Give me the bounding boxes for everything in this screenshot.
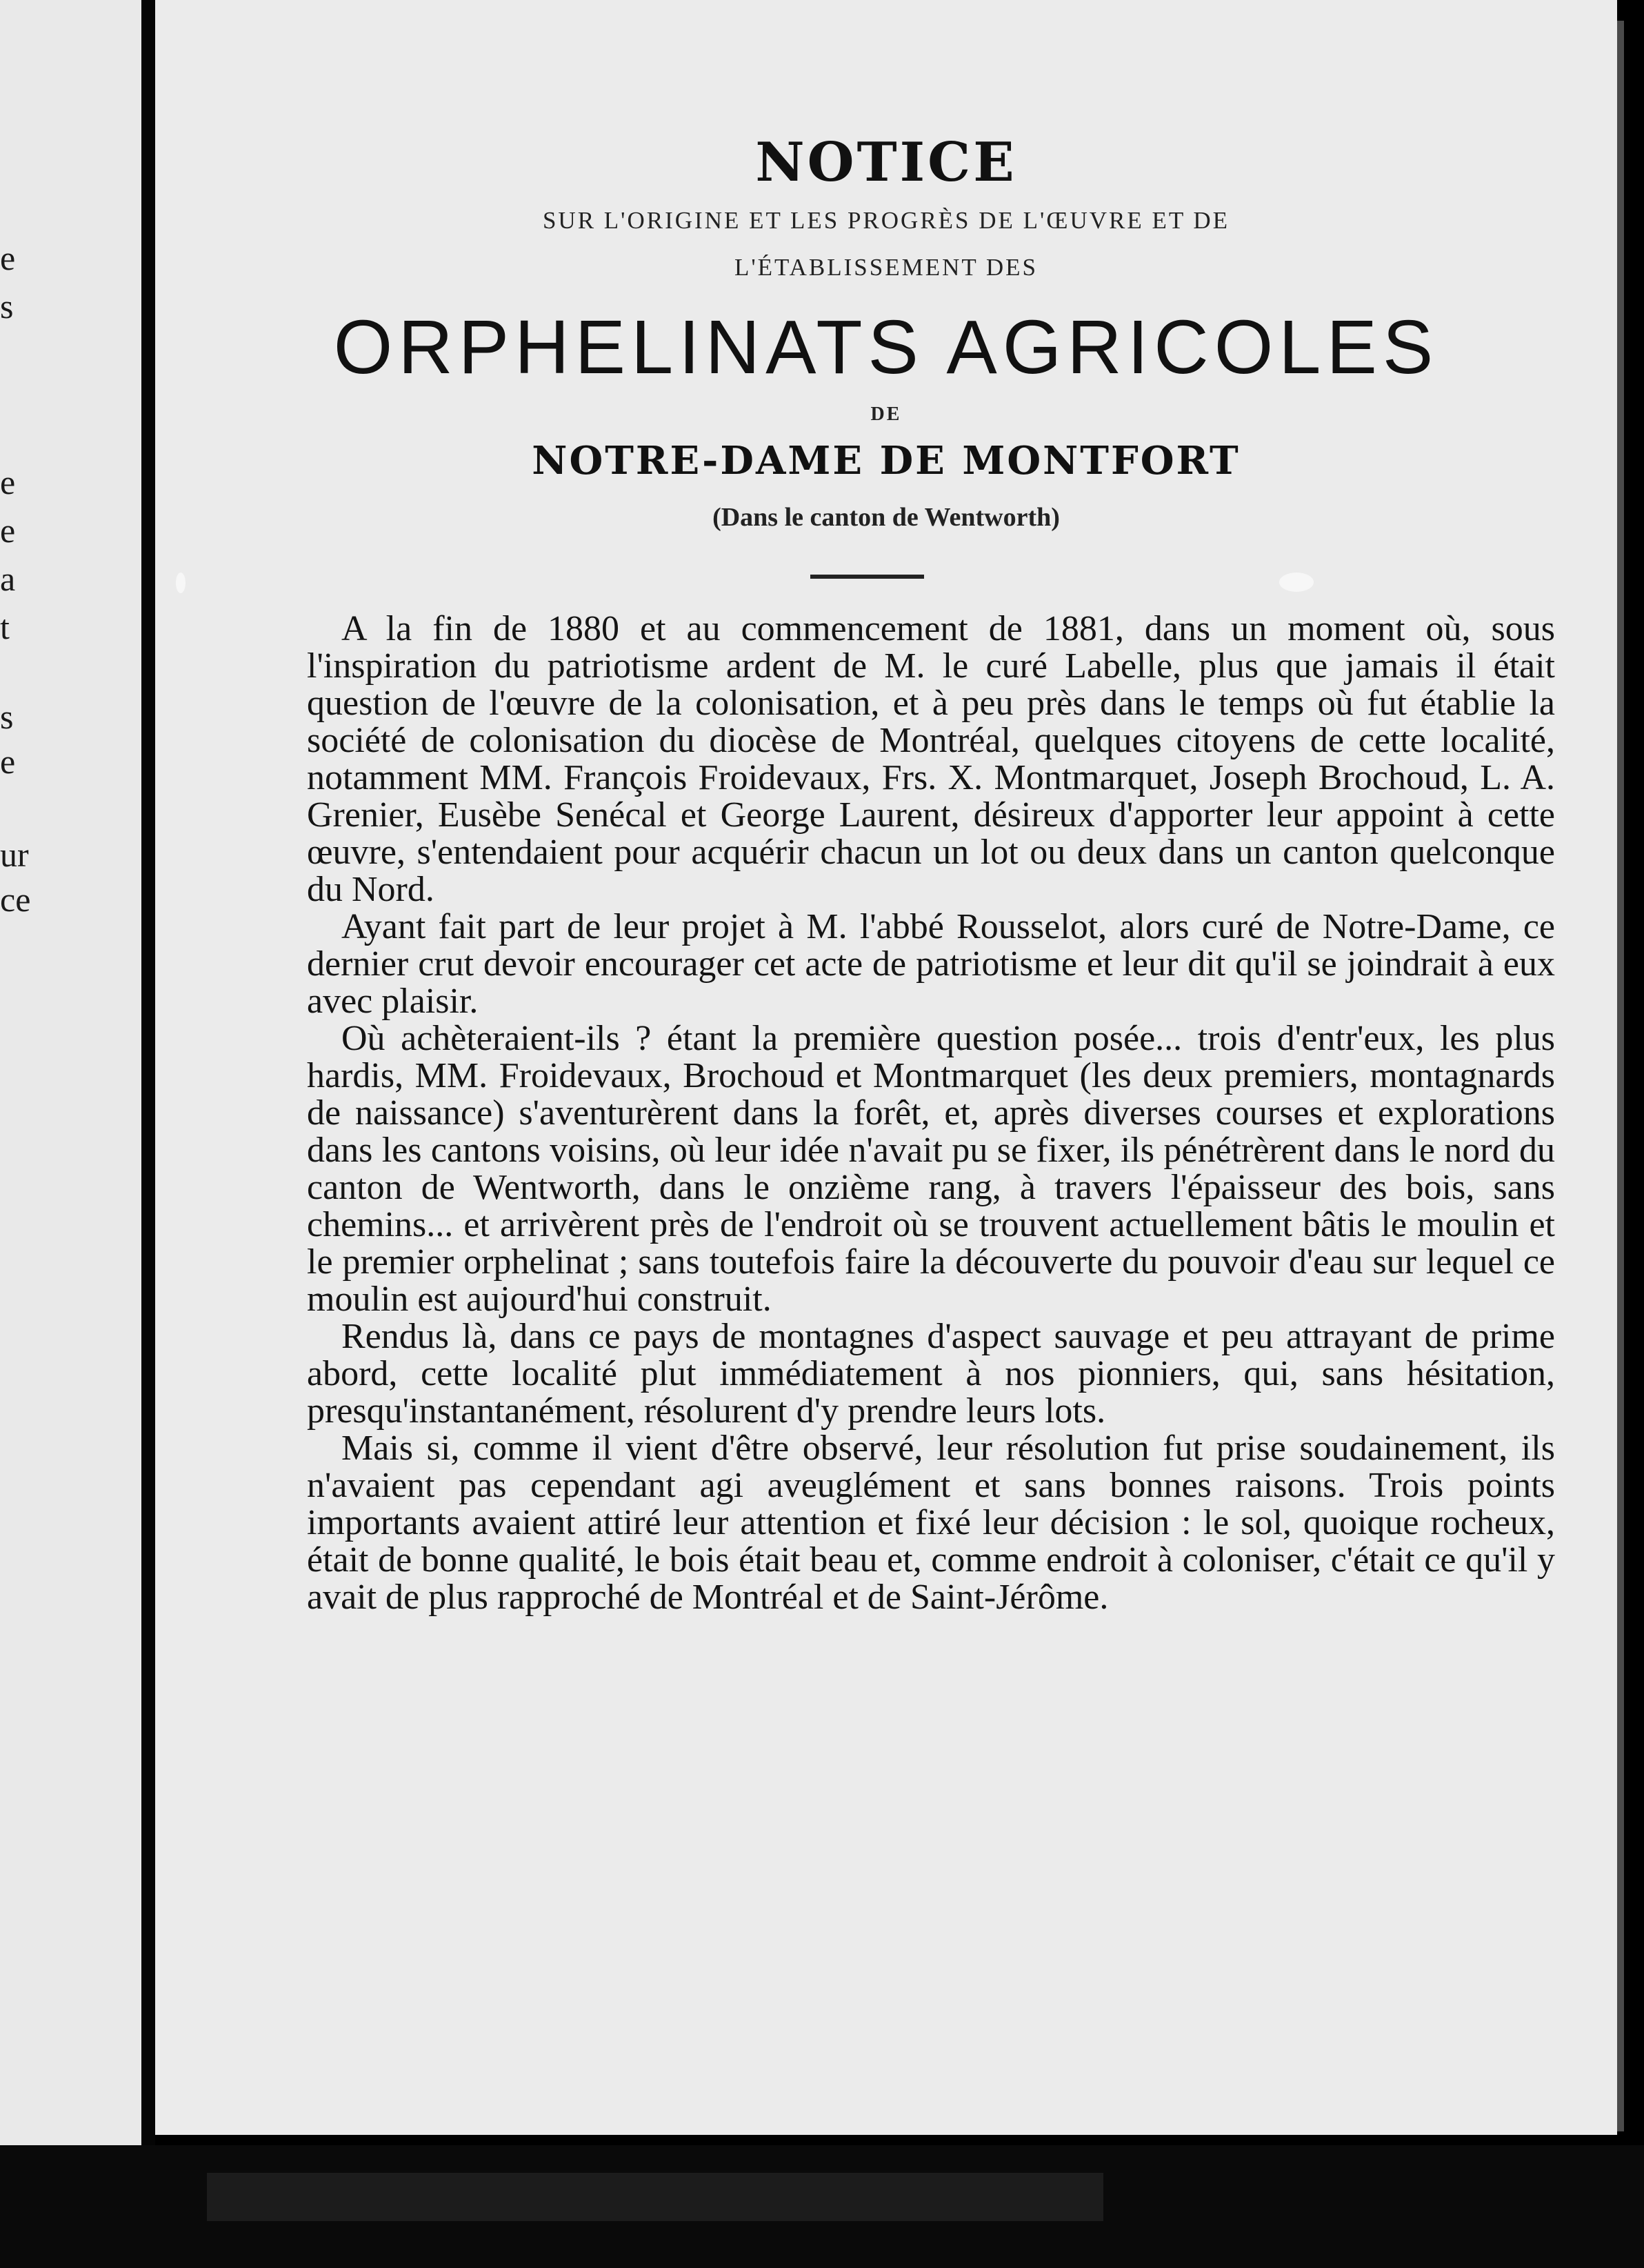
document-page <box>155 0 1617 2135</box>
left-page-edge <box>0 0 141 2145</box>
paragraph: Mais si, comme il vient d'être observé, leur résolution fut prise soudainement, ils n'avaient pas cependant agi aveuglément et sans bonnes raisons. Trois points importants avaient attiré leur attention et fixé leur décision : le sol, quoique rocheux, était de bonne qualité, le bois était beau et, comme endroit à coloniser, c'était ce qu'il y avait de plus rapproché de Montréal et de Saint-Jérôme. <box>307 1429 1555 1617</box>
paper-blemish <box>1279 573 1314 592</box>
place-name: NOTRE-DAME DE MONTFORT <box>532 438 1241 484</box>
left-page-fragment: a <box>0 559 16 598</box>
book-spine-shadow <box>141 0 155 2268</box>
book-cover-edge <box>207 2173 1103 2221</box>
canton-note: (Dans le canton de Wentworth) <box>712 503 1060 532</box>
scan-bottom-border <box>0 2145 1644 2268</box>
left-page-fragment: s <box>0 287 14 326</box>
left-page-fragment: e <box>0 239 16 277</box>
body-text <box>307 610 1555 1616</box>
paper-blemish <box>176 573 186 593</box>
divider-rule <box>810 575 924 579</box>
title-connector: DE <box>870 404 902 425</box>
paragraph: Où achèteraient-ils ? étant la première question posée... trois d'entr'eux, les plus hardis, MM. Froidevaux, Brochoud et Montmarquet (les deux premiers, montagnards de naissance) s'aventurèrent dans la forêt, et, après diverses courses et explorations dans les cantons voisins, où leur idée n'avait pu se fixer, ils pénétrèrent dans le nord du canton de Wentworth, dans le onzième rang, à travers l'épaisseur des bois, sans chemins... et arrivèrent près de l'endroit où se trouvent actuellement bâtis le moulin et le premier orphelinat ; sans toutefois faire la découverte du pouvoir d'eau sur lequel ce moulin est aujourd'hui construit. <box>307 1019 1555 1319</box>
notice-heading: NOTICE <box>755 131 1017 194</box>
paragraph: Rendus là, dans ce pays de montagnes d'aspect sauvage et peu attrayant de prime abord, cette localité plut immédiatement à nos pionniers, qui, sans hésitation, presqu'instantanément, résolurent d'y prendre leurs lots. <box>307 1317 1555 1431</box>
subtitle-line-1: SUR L'ORIGINE ET LES PROGRÈS DE L'ŒUVRE ET DE <box>542 207 1230 234</box>
page-edge-shadow <box>1617 21 1624 2131</box>
left-page-fragment: ce <box>0 880 31 919</box>
left-page-fragment: s <box>0 697 14 736</box>
subtitle-line-2: L'ÉTABLISSEMENT DES <box>734 254 1038 281</box>
main-title: ORPHELINATS AGRICOLES <box>333 305 1439 390</box>
left-page-fragment: t <box>0 608 10 646</box>
paragraph: Ayant fait part de leur projet à M. l'abbé Rousselot, alors curé de Notre-Dame, ce dernier crut devoir encourager cet acte de patriotisme et leur dit qu'il se joindrait à eux avec plaisir. <box>307 907 1555 1021</box>
paragraph: A la fin de 1880 et au commencement de 1881, dans un moment où, sous l'inspiration du patriotisme ardent de M. le curé Labelle, plus que jamais il était question de l'œuvre de la colonisation, et à peu près dans le temps où fut établie la société de colonisation du diocèse de Montréal, quelques citoyens de cette localité, notamment MM. François Froidevaux, Frs. X. Montmarquet, Joseph Brochoud, L. A. Grenier, Eusèbe Senécal et George Laurent, désireux d'apporter leur appoint à cette œuvre, s'entendaient pour acquérir chacun un lot ou deux dans un canton quelconque du Nord. <box>307 609 1555 909</box>
left-page-fragment: ur <box>0 835 29 874</box>
left-page-fragment: e <box>0 463 16 501</box>
left-page-fragment: e <box>0 742 16 781</box>
left-page-fragment: e <box>0 511 16 550</box>
